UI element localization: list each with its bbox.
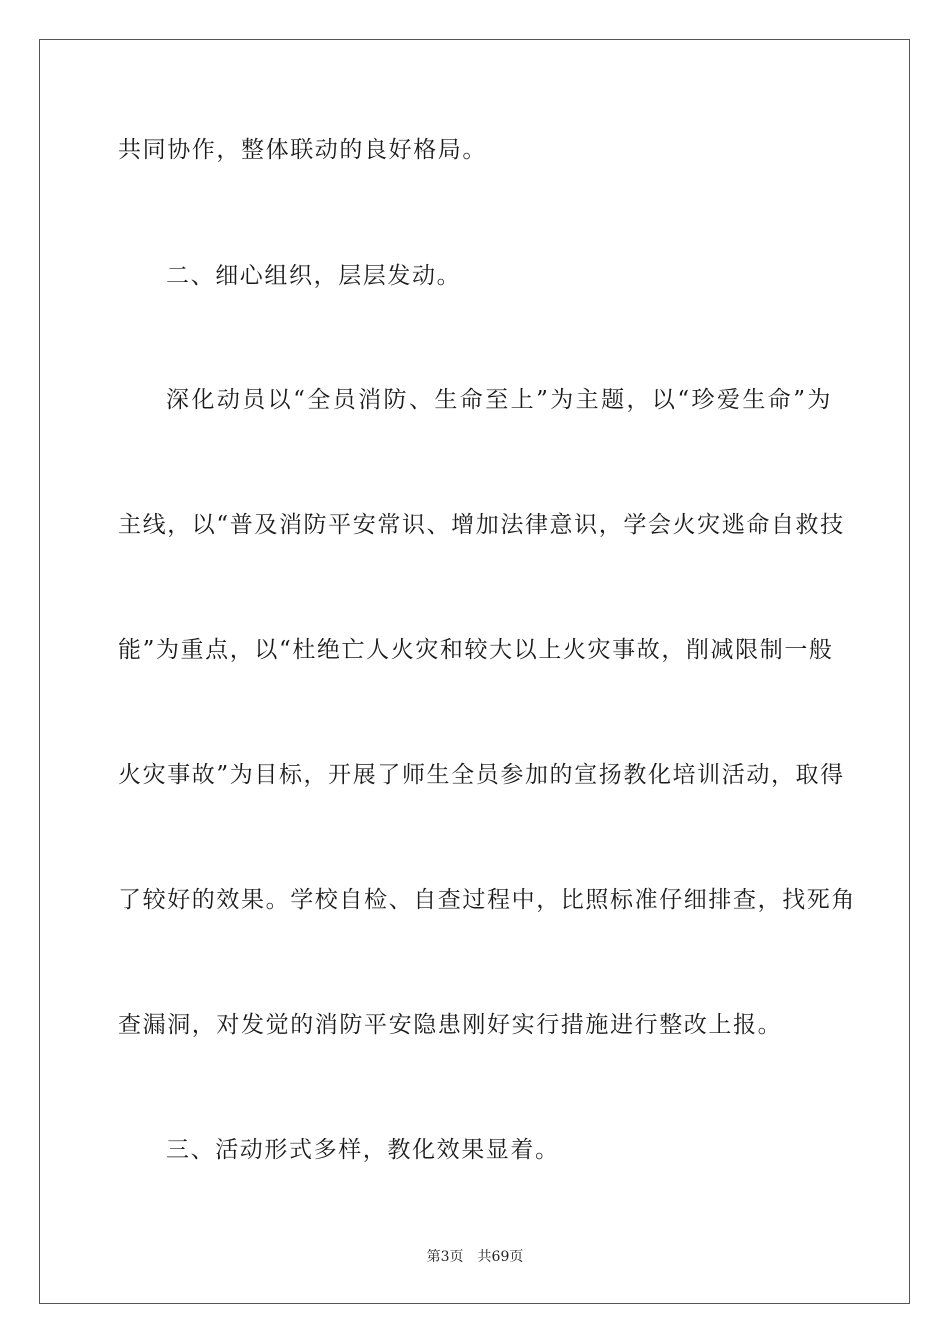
section-heading-3: 三、活动形式多样，教化效果显着。: [166, 1137, 560, 1163]
page-number: 第3页: [426, 1249, 464, 1265]
paragraph-line-2: 主线，以“普及消防平安常识、增加法律意识，学会火灾逃命自救技: [118, 512, 845, 538]
page-border: [39, 39, 910, 1304]
page-footer: [0, 1248, 950, 1266]
paragraph-line-1: 深化动员以“全员消防、生命至上”为主题，以“珍爱生命”为: [166, 387, 832, 413]
section-heading-2: 二、细心组织，层层发动。: [166, 263, 462, 289]
paragraph-line-continuation: 共同协作，整体联动的良好格局。: [118, 137, 487, 163]
paragraph-line-4: 火灾事故”为目标，开展了师生全员参加的宣扬教化培训活动，取得: [118, 762, 845, 788]
paragraph-line-6: 查漏洞，对发觉的消防平安隐患刚好实行措施进行整改上报。: [118, 1012, 783, 1038]
paragraph-line-5: 了较好的效果。学校自检、自查过程中，比照标准仔细排查，找死角: [118, 887, 856, 913]
page-total: 共69页: [477, 1249, 524, 1265]
paragraph-line-3: 能”为重点，以“杜绝亡人火灾和较大以上火灾事故，削减限制一般: [118, 637, 834, 663]
